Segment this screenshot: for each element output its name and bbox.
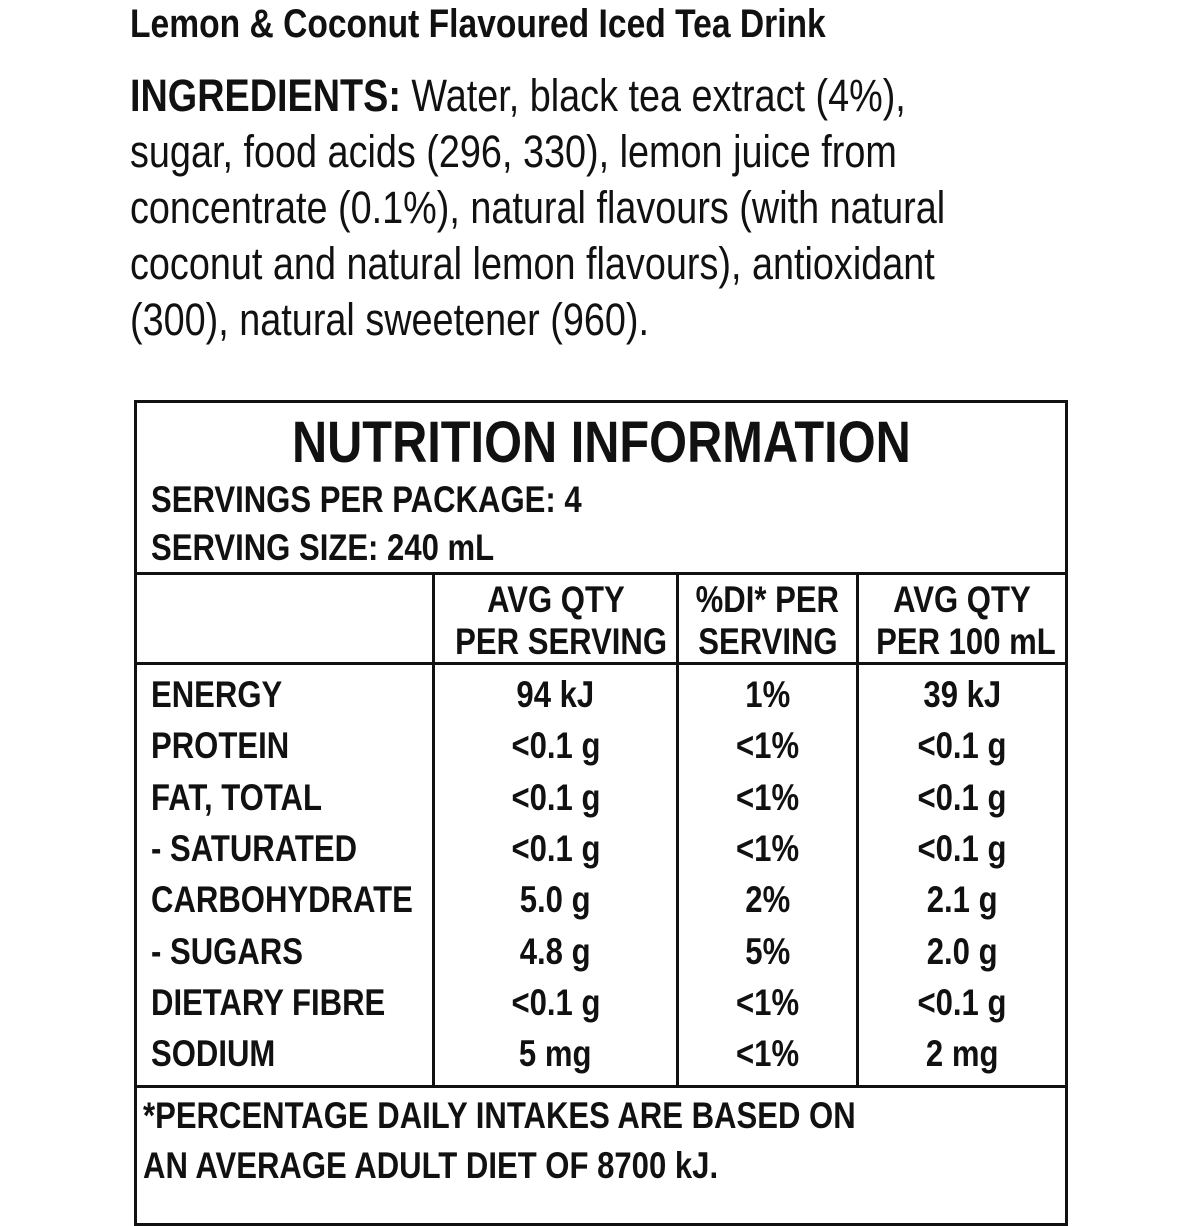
per-100ml-value: 2 mg [925, 1033, 999, 1075]
row-name: FAT, TOTAL [151, 776, 322, 818]
row-name: CARBOHYDRATE [151, 879, 413, 921]
row-name: PROTEIN [151, 725, 290, 767]
divider [137, 662, 1065, 665]
per-serving-value: <0.1 g [511, 776, 600, 818]
ingredients-label: INGREDIENTS: [130, 70, 401, 121]
di-value: 1% [745, 674, 790, 715]
row-name: DIETARY FIBRE [151, 981, 386, 1023]
ingredients-line: sugar, food acids (296, 330), lemon juice from [130, 126, 897, 177]
ingredients-line: (300), natural sweetener (960). [130, 294, 649, 345]
divider [137, 572, 1065, 575]
per-100ml-value: 2.1 g [926, 879, 998, 921]
row-name: ENERGY [151, 674, 283, 715]
row-name: - SATURATED [151, 827, 358, 869]
header-di: %DI* PER SERVING [695, 579, 840, 662]
per-100ml-value: <0.1 g [917, 981, 1007, 1023]
ingredients-line: INGREDIENTS: Water, black tea extract (4%), [130, 70, 906, 121]
per-serving-value: 94 kJ [516, 674, 595, 715]
serving-size: SERVING SIZE: 240 mL [151, 527, 495, 568]
per-serving-value: <0.1 g [511, 827, 600, 869]
di-value: <1% [735, 725, 800, 767]
divider [137, 1085, 1065, 1088]
per-serving-value: <0.1 g [511, 725, 600, 767]
footnote-line: AN AVERAGE ADULT DIET OF 8700 kJ. [143, 1145, 719, 1186]
footnote-line: *PERCENTAGE DAILY INTAKES ARE BASED ON [143, 1095, 856, 1136]
per-100ml-value: <0.1 g [917, 725, 1007, 767]
header-per-100ml: AVG QTY PER 100 mL [876, 579, 1056, 662]
row-name: - SUGARS [151, 930, 303, 972]
servings-per-package: SERVINGS PER PACKAGE: 4 [151, 479, 582, 520]
per-serving-value: 5 mg [519, 1033, 592, 1075]
di-value: 5% [745, 930, 790, 972]
ingredients-line: coconut and natural lemon flavours), antioxidant [130, 238, 935, 289]
per-serving-value: 4.8 g [520, 930, 591, 972]
di-value: <1% [735, 776, 800, 818]
per-100ml-value: <0.1 g [917, 776, 1007, 818]
per-100ml-value: <0.1 g [917, 827, 1007, 869]
per-serving-value: <0.1 g [511, 981, 600, 1023]
per-serving-value: 5.0 g [520, 879, 591, 921]
di-value: 2% [745, 879, 790, 921]
di-value: <1% [735, 981, 800, 1023]
per-100ml-value: 2.0 g [926, 930, 998, 972]
product-title: Lemon & Coconut Flavoured Iced Tea Drink [130, 2, 826, 46]
di-value: <1% [735, 827, 800, 869]
header-per-serving: AVG QTY PER SERVING [455, 579, 668, 662]
nutrition-panel [134, 400, 1068, 1226]
nutrition-title: NUTRITION INFORMATION [291, 410, 911, 475]
row-name: SODIUM [151, 1033, 276, 1075]
per-100ml-value: 39 kJ [923, 674, 1001, 715]
di-value: <1% [735, 1033, 800, 1075]
ingredients-line: concentrate (0.1%), natural flavours (with natural [130, 182, 946, 233]
